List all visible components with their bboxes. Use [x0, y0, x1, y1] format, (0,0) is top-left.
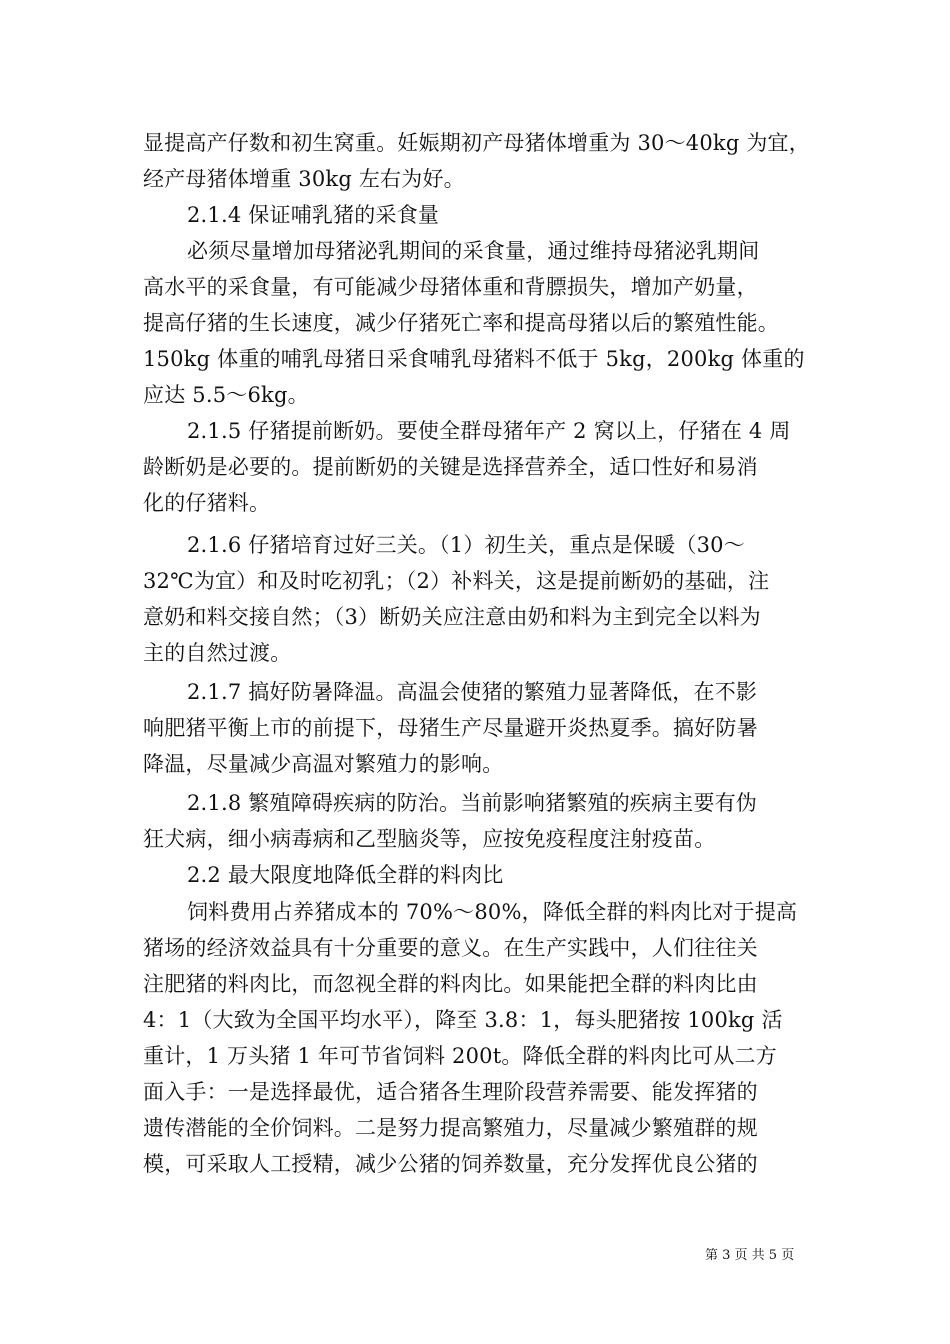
text-line: 经产母猪体增重 30kg 左右为好。 [143, 167, 465, 191]
text-line: 2.1.7 搞好防暑降温。高温会使猪的繁殖力显著降低，在不影 [187, 680, 758, 704]
text-line: 2.1.8 繁殖障碍疾病的防治。当前影响猪繁殖的疾病主要有伪 [187, 791, 758, 815]
text-line: 2.1.5 仔猪提前断奶。要使全群母猪年产 2 窝以上，仔猪在 4 周 [187, 419, 791, 443]
text-line: 猪场的经济效益具有十分重要的意义。在生产实践中，人们往往关 [143, 936, 758, 960]
text-line: 主的自然过渡。 [143, 641, 292, 665]
text-line: 意奶和料交接自然；（3）断奶关应注意由奶和料为主到完全以料为 [143, 605, 761, 629]
text-line: 饲料费用占养猪成本的 70%～80%，降低全群的料肉比对于提高 [187, 900, 798, 924]
page-number: 第 3 页 共 5 页 [705, 1248, 795, 1263]
text-line: 注肥猪的料肉比，而忽视全群的料肉比。如果能把全群的料肉比由 [143, 972, 758, 996]
section-heading: 2.2 最大限度地降低全群的料肉比 [187, 863, 504, 887]
text-line: 4：1（大致为全国平均水平），降至 3.8：1，每头肥猪按 100kg 活 [143, 1008, 783, 1032]
text-line: 模，可采取人工授精，减少公猪的饲养数量，充分发挥优良公猪的 [143, 1152, 758, 1176]
text-line: 2.1.6 仔猪培育过好三关。（1）初生关，重点是保暖（30～ [187, 533, 745, 557]
text-line: 遗传潜能的全价饲料。二是努力提高繁殖力，尽量减少繁殖群的规 [143, 1116, 758, 1140]
text-line: 显提高产仔数和初生窝重。妊娠期初产母猪体增重为 30～40kg 为宜， [143, 131, 810, 155]
text-line: 化的仔猪料。 [143, 491, 271, 515]
text-line: 提高仔猪的生长速度，减少仔猪死亡率和提高母猪以后的繁殖性能。 [143, 311, 779, 335]
text-line: 响肥猪平衡上市的前提下，母猪生产尽量避开炎热夏季。搞好防暑 [143, 716, 758, 740]
text-line: 重计，1 万头猪 1 年可节省饲料 200t。降低全群的料肉比可从二方 [143, 1044, 777, 1068]
text-line: 150kg 体重的哺乳母猪日采食哺乳母猪料不低于 5kg，200kg 体重的 [143, 347, 805, 371]
text-line: 狂犬病，细小病毒病和乙型脑炎等，应按免疫程度注射疫苗。 [143, 827, 716, 851]
text-line: 面入手：一是选择最优，适合猪各生理阶段营养需要、能发挥猪的 [143, 1080, 758, 1104]
section-heading: 2.1.4 保证哺乳猪的采食量 [187, 203, 440, 227]
text-line: 降温，尽量减少高温对繁殖力的影响。 [143, 752, 504, 776]
text-line: 龄断奶是必要的。提前断奶的关键是选择营养全，适口性好和易消 [143, 455, 758, 479]
text-line: 必须尽量增加母猪泌乳期间的采食量，通过维持母猪泌乳期间 [187, 239, 760, 263]
text-line: 应达 5.5～6kg。 [143, 383, 309, 407]
text-line: 32℃为宜）和及时吃初乳；（2）补料关，这是提前断奶的基础，注 [143, 569, 770, 593]
text-line: 高水平的采食量，有可能减少母猪体重和背膘损失，增加产奶量， [143, 275, 758, 299]
